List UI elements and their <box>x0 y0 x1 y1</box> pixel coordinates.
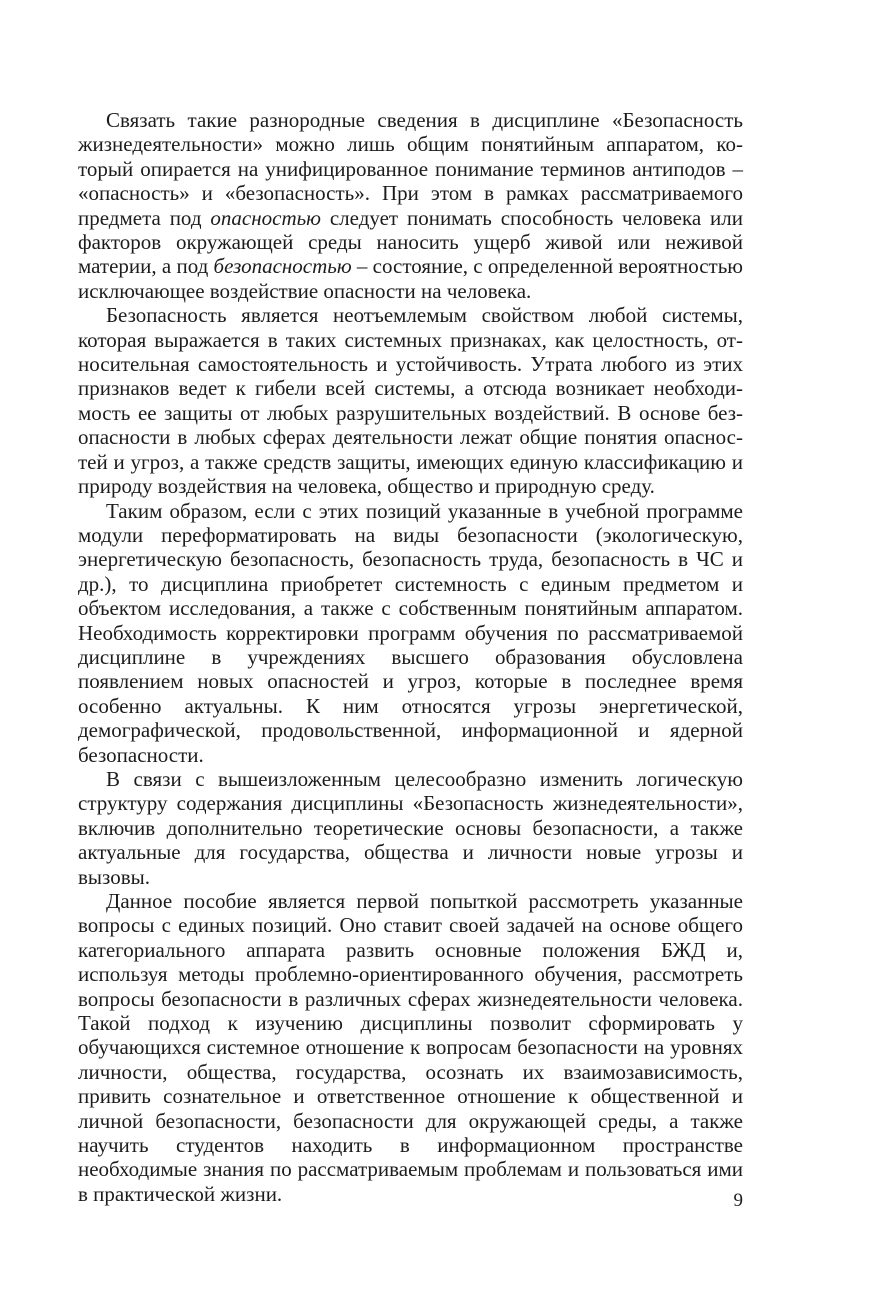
term-danger: опасностью <box>210 205 321 230</box>
paragraph-4-text: В связи с вышеизложенным целесообразно изменить логическую структуру содержания дисциплины «Безопасность жизнедеятельности», включив дополнительно теоретические основы безопасности, а также актуальные для государства, общества и личности новые угрозы и вызовы. <box>78 766 743 889</box>
paragraph-1-text: Связать такие разнородные сведения в дисциплине «Безопасность жизнедеятельности» можно лишь общим понятийным аппаратом, который опирается на унифицированное понимание терминов антиподов – «опасность» и «безопасность». При этом в рамках рассматриваемого предмета под <box>78 108 743 230</box>
paragraph-4 <box>78 767 743 889</box>
paragraph-2-text: Безопасность является неотъемлемым свойством любой системы, которая выражается в таких системных признаках, как целостность, относительная самостоятельность и устойчивость. Утрата любого из этих признаков ведет к гибели всей системы, а отсюда возникает необходимость ее защиты от любых разрушительных воздействий. В основе безопасности в любых сферах деятельности лежат общие понятия опасностей и угроз, а также средств защиты, имеющих единую классификацию и природу воздействия на человека, общество и природную среду. <box>78 303 743 499</box>
paragraph-2 <box>78 303 743 498</box>
term-safety: безопасностью <box>213 254 352 279</box>
paragraph-1-text-2: следует понимать способность человека или факторов окружающей среды наносить ущерб живой или неживой материи, а под <box>78 205 744 279</box>
paragraph-1 <box>78 108 743 303</box>
paragraph-3 <box>78 499 743 767</box>
paragraph-1-text-3: – состояние, с определенной вероятностью исключающее воздействие опасности на человека. <box>78 254 743 303</box>
page-body <box>78 108 743 1206</box>
paragraph-5 <box>78 889 743 1206</box>
page-number: 9 <box>733 1190 743 1211</box>
paragraph-3-text: Таким образом, если с этих позиций указанные в учебной программе модули переформатировать на виды безопасности (экологическую, энергетическую безопасность, безопасность труда, безопасность в ЧС и др.), то дисциплина приобретет системность с единым предметом и объектом исследования, а также с собственным понятийным аппаратом. Необходимость корректировки программ обучения по рассматриваемой дисциплине в учреждениях высшего образования обусловлена появлением новых опасностей и угроз, которые в последнее время особенно актуальны. К ним относятся угрозы энергетической, демографической, продовольственной, информационной и ядерной безопасности. <box>78 498 743 767</box>
paragraph-5-text: Данное пособие является первой попыткой рассмотреть указанные вопросы с единых позиций. Оно ставит своей задачей на основе общего категориального аппарата развить основные положения БЖД и, используя методы проблемно-ориентированного обучения, рассмотреть вопросы безопасности в различных сферах жизнедеятельности человека. Такой подход к изучению дисциплины позволит сформировать у обучающихся системное отношение к вопросам безопасности на уровнях личности, общества, государства, осознать их взаимозависимость, привить сознательное и ответственное отношение к общественной и личной безопасности, безопасности для окружающей среды, а также научить студентов находить в информационном пространстве необходимые знания по рассматриваемым проблемам и пользоваться ими в практической жизни. <box>78 889 743 1206</box>
